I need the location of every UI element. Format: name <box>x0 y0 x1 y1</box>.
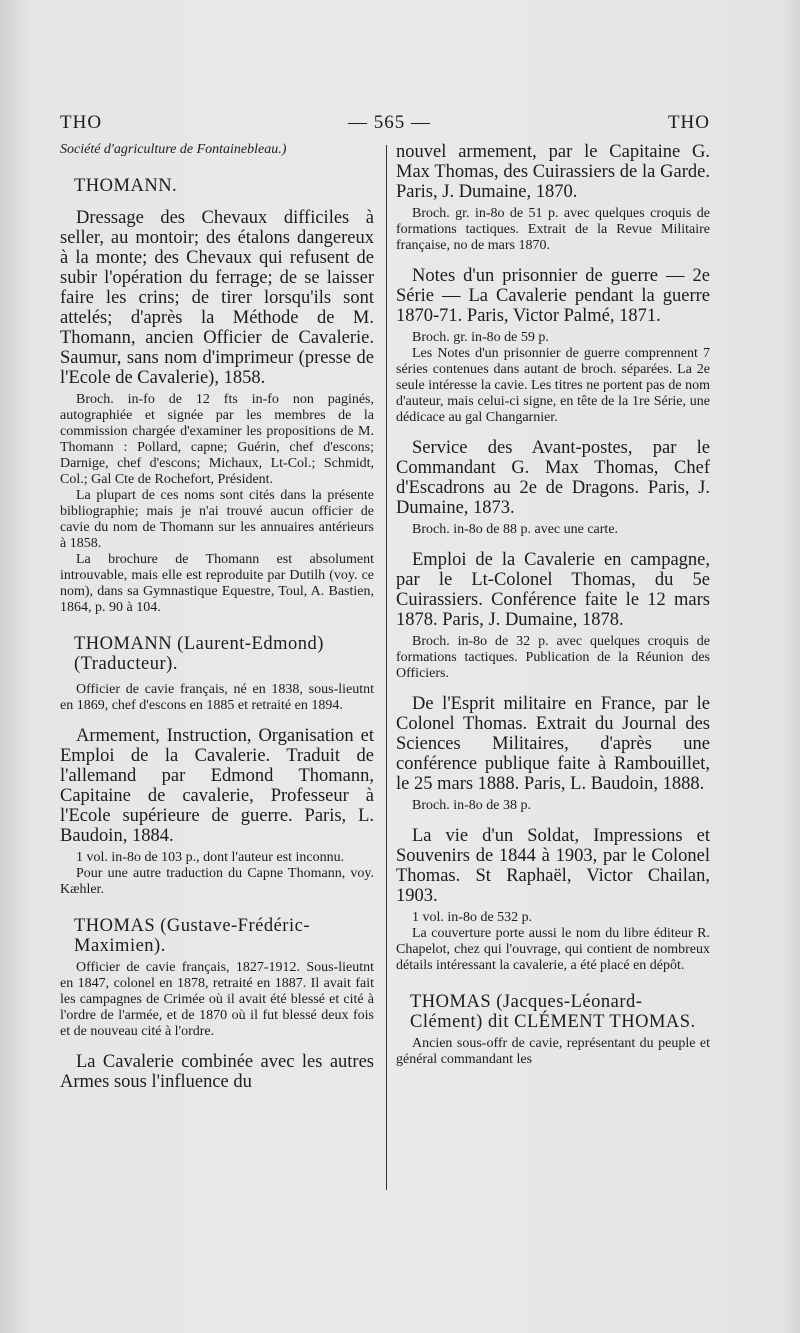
bio-thomas-gustave: Officier de cavie français, 1827-1912. Sous-lieutnt en 1847, colonel en 1878, retraité en 1887. Il avait fait les campagnes de Crimée où il avait été blessé et cité à l'ordre de l'armée, et de 1870 où il fut blessé deux fois et de nouveau cité à l'ordre. <box>60 960 374 1039</box>
note-couverture: La couverture porte aussi le nom du libre éditeur R. Chapelot, chez qui l'ouvrage, qui contient de nombreux détails intéressant la cavalerie, a été placé en dépôt. <box>396 926 710 973</box>
header-left: THO <box>60 112 103 133</box>
running-header <box>60 112 710 142</box>
note-autre-traduction: Pour une autre traduction du Capne Thomann, voy. Kæhler. <box>60 866 374 897</box>
title-armement: Armement, Instruction, Organisation et Emploi de la Cavalerie. Traduit de l'allemand par Edmond Thomann, Capitaine de cavalerie, Professeur à l'Ecole supérieure de guerre. Paris, L. Baudoin, 1884. <box>60 726 374 846</box>
title-esprit-militaire: De l'Esprit militaire en France, par le Colonel Thomas. Extrait du Journal des Sciences Militaires, d'après une conférence publique faite à Rambouillet, le 25 mars 1888. Paris, L. Baudoin, 1888. <box>396 694 710 794</box>
note-broch-88: Broch. in-8o de 88 p. avec une carte. <box>412 522 619 537</box>
header-right: THO <box>667 112 710 133</box>
entry-heading-thomas-jacques: THOMAS (Jacques-Léonard-Clément) dit CLÉMENT THOMAS. <box>410 992 696 1032</box>
note-brochure: La brochure de Thomann est absolument introuvable, mais elle est reproduite par Dutilh (voy. ce nom), dans sa Gymnastique Equestre, Toul, A. Bastien, 1864, p. 90 à 104. <box>60 552 374 615</box>
column-divider <box>386 145 387 1190</box>
note-broch-51: Broch. gr. in-8o de 51 p. avec quelques croquis de formations tactiques. Extrait de la Revue Militaire française, no de mars 1870. <box>396 206 710 253</box>
note-broch-32: Broch. in-8o de 32 p. avec quelques croquis de formations tactiques. Publication de la Réunion des Officiers. <box>396 634 710 681</box>
entry-heading-thomann-laurent: THOMANN (Laurent-Edmond) (Traducteur). <box>74 634 324 674</box>
page-number: — 565 — <box>348 112 431 133</box>
note-broch-59: Broch. gr. in-8o de 59 p. <box>412 330 549 345</box>
title-continued-armement: nouvel armement, par le Capitaine G. Max Thomas, des Cuirassiers de la Garde. Paris, J. Dumaine, 1870. <box>396 142 710 202</box>
title-notes-prisonnier: Notes d'un prisonnier de guerre — 2e Série — La Cavalerie pendant la guerre 1870-71. Paris, Victor Palmé, 1871. <box>396 266 710 326</box>
title-avant-postes: Service des Avant-postes, par le Commandant G. Max Thomas, Chef d'Escadrons au 2e de Dragons. Paris, J. Dumaine, 1873. <box>396 438 710 518</box>
continued-citation: Société d'agriculture de Fontainebleau.) <box>60 142 287 157</box>
note-vol-532: 1 vol. in-8o de 532 p. <box>412 910 533 925</box>
left-column <box>60 142 374 1092</box>
right-column <box>396 142 710 1068</box>
note-broch-thomann: Broch. in-fo de 12 fts in-fo non paginés, autographiée et signée par les membres de la commission chargée d'examiner les propositions de M. Thomann : Pollard, capne; Guérin, chef d'escons; Darnige, chef d'escons; Michaux, Lt-Col.; Schmidt, Col.; Gal Cte de Rochefort, Président. <box>60 392 374 487</box>
note-vol-103: 1 vol. in-8o de 103 p., dont l'auteur est inconnu. <box>76 850 345 865</box>
note-notes-series: Les Notes d'un prisonnier de guerre comprennent 7 séries contenues dans autant de broch. séparées. La 2e seule intéresse la cavie. Les titres ne portent pas de nom d'auteur, mais celui-ci signe, en tête de la 1re Série, une dédicace au gal Changarnier. <box>396 346 710 425</box>
bio-thomann-laurent: Officier de cavie français, né en 1838, sous-lieutnt en 1869, chef d'escons en 1885 et retraité en 1894. <box>60 682 374 713</box>
title-dressage: Dressage des Chevaux difficiles à seller, au montoir; des étalons dangereux à la monte; des Chevaux qui refusent de subir l'opération du ferrage; de se laisser faire les crins; de tirer lorsqu'ils sont attelés; d'après la Méthode de M. Thomann, ancien Officier de Cavalerie. Saumur, sans nom d'imprimeur (presse de l'Ecole de Cavalerie), 1858. <box>60 208 374 388</box>
bio-thomas-jacques: Ancien sous-offr de cavie, représentant du peuple et général commandant les <box>396 1036 710 1067</box>
title-emploi-cavalerie: Emploi de la Cavalerie en campagne, par le Lt-Colonel Thomas, du 5e Cuirassiers. Conférence faite le 12 mars 1878. Paris, J. Dumaine, 1878. <box>396 550 710 630</box>
note-broch-38: Broch. in-8o de 38 p. <box>412 798 531 813</box>
entry-heading-thomas-gustave: THOMAS (Gustave-Frédéric-Maximien). <box>74 916 310 956</box>
title-vie-soldat: La vie d'un Soldat, Impressions et Souvenirs de 1844 à 1903, par le Colonel Thomas. St Raphaël, Victor Chailan, 1903. <box>396 826 710 906</box>
entry-heading-thomann: THOMANN. <box>74 176 178 196</box>
note-plupart: La plupart de ces noms sont cités dans la présente bibliographie; mais je n'ai trouvé aucun officier de cavie du nom de Thomann sur les annuaires antérieurs à 1858. <box>60 488 374 551</box>
title-cavalerie-combinee: La Cavalerie combinée avec les autres Armes sous l'influence du <box>60 1052 374 1092</box>
